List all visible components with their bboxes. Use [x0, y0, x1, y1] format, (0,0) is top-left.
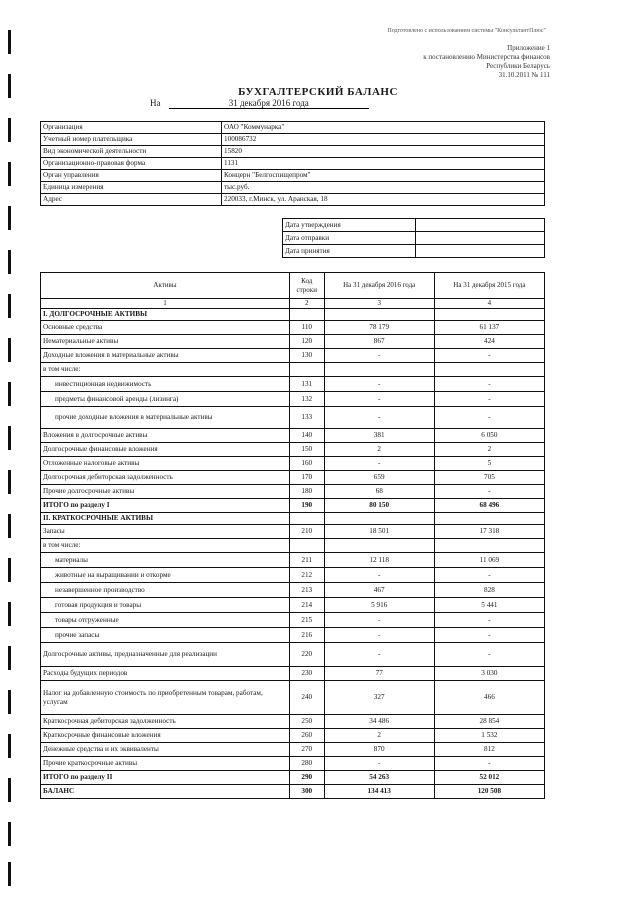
- org-info-row: [41, 158, 545, 170]
- value-2015: 828: [434, 583, 544, 598]
- header-assets: Активы: [41, 273, 290, 299]
- date-field-label: Дата утверждения: [283, 219, 416, 232]
- date-field-label: Дата отправки: [283, 232, 416, 245]
- table-row: [41, 513, 545, 525]
- value-2016: 867: [324, 335, 434, 349]
- scan-mark: [8, 822, 11, 846]
- scan-mark: [8, 514, 11, 538]
- value-2015: -: [434, 485, 544, 499]
- value-2015: -: [434, 643, 544, 667]
- table-row: [41, 681, 545, 715]
- value-2015: -: [434, 349, 544, 363]
- row-name: прочие запасы: [41, 628, 290, 643]
- row-code: 120: [289, 335, 324, 349]
- scan-mark: [8, 338, 11, 362]
- table-header-row: [41, 273, 545, 299]
- col-number: 1: [41, 299, 290, 309]
- row-name: Денежные средства и их эквиваленты: [41, 743, 290, 757]
- scan-mark: [8, 382, 11, 406]
- org-info-label: Орган управления: [41, 170, 222, 182]
- org-info-row: [41, 134, 545, 146]
- org-info-label: Организация: [41, 122, 222, 134]
- row-name: II. КРАТКОСРОЧНЫЕ АКТИВЫ: [41, 513, 290, 525]
- scan-mark: [8, 646, 11, 670]
- scan-mark: [8, 250, 11, 274]
- value-2015: 3 030: [434, 667, 544, 681]
- row-code: 270: [289, 743, 324, 757]
- value-2016: -: [324, 349, 434, 363]
- value-2015: [434, 539, 544, 553]
- value-2016: 77: [324, 667, 434, 681]
- value-2015: 424: [434, 335, 544, 349]
- value-2015: 68 496: [434, 499, 544, 513]
- row-code: 150: [289, 443, 324, 457]
- row-code: 240: [289, 681, 324, 715]
- value-2016: 2: [324, 729, 434, 743]
- scan-mark: [8, 426, 11, 450]
- table-row: [41, 309, 545, 321]
- row-code: 190: [289, 499, 324, 513]
- scan-mark: [8, 294, 11, 318]
- header-code: Код строки: [289, 273, 324, 299]
- col-number: 4: [434, 299, 544, 309]
- table-row: [41, 715, 545, 729]
- row-name: прочие доходные вложения в материальные активы: [41, 407, 290, 429]
- row-name: готовая продукция и товары: [41, 598, 290, 613]
- value-2016: 54 263: [324, 771, 434, 785]
- org-info-row: [41, 170, 545, 182]
- date-field-row: [283, 219, 545, 232]
- value-2015: -: [434, 613, 544, 628]
- value-2016: 659: [324, 471, 434, 485]
- value-2016: -: [324, 628, 434, 643]
- value-2016: 5 916: [324, 598, 434, 613]
- row-code: 290: [289, 771, 324, 785]
- value-2015: [434, 513, 544, 525]
- row-name: предметы финансовой аренды (лизинга): [41, 392, 290, 407]
- table-row: [41, 471, 545, 485]
- scan-mark: [8, 118, 11, 142]
- row-name: в том числе:: [41, 363, 290, 377]
- value-2016: 381: [324, 429, 434, 443]
- value-2016: -: [324, 457, 434, 471]
- row-name: инвестиционная недвижимость: [41, 377, 290, 392]
- row-name: Основные средства: [41, 321, 290, 335]
- scan-mark: [8, 162, 11, 186]
- date-field-value: [416, 245, 545, 258]
- row-code: 211: [289, 553, 324, 568]
- value-2015: 466: [434, 681, 544, 715]
- org-info-row: [41, 182, 545, 194]
- value-2015: -: [434, 757, 544, 771]
- table-row: [41, 553, 545, 568]
- scan-mark: [8, 602, 11, 626]
- org-info-row: [41, 146, 545, 158]
- row-code: [289, 363, 324, 377]
- row-code: [289, 513, 324, 525]
- header-2015: На 31 декабря 2015 года: [434, 273, 544, 299]
- header-2016: На 31 декабря 2016 года: [324, 273, 434, 299]
- scan-mark: [8, 206, 11, 230]
- table-row: [41, 667, 545, 681]
- row-name: Долгосрочная дебиторская задолженность: [41, 471, 290, 485]
- value-2016: 80 150: [324, 499, 434, 513]
- row-name: незавершенное производство: [41, 583, 290, 598]
- value-2015: [434, 363, 544, 377]
- org-info-value: 100086732: [222, 134, 545, 146]
- table-row: [41, 321, 545, 335]
- value-2016: 34 486: [324, 715, 434, 729]
- date-field-value: [416, 219, 545, 232]
- appendix-line: Приложение 1: [507, 44, 550, 52]
- org-info-value: ОАО "Коммунарка": [222, 122, 545, 134]
- value-2015: -: [434, 568, 544, 583]
- appendix-block: [423, 44, 550, 80]
- value-2015: 5 441: [434, 598, 544, 613]
- value-2016: [324, 309, 434, 321]
- date-field-row: [283, 245, 545, 258]
- table-row: [41, 525, 545, 539]
- row-code: [289, 309, 324, 321]
- org-info-value: 1131: [222, 158, 545, 170]
- org-info-value: Концерн "Белгоспищепром": [222, 170, 545, 182]
- row-name: Отложенные налоговые активы: [41, 457, 290, 471]
- value-2015: 11 069: [434, 553, 544, 568]
- date-field-row: [283, 232, 545, 245]
- scan-mark: [8, 778, 11, 802]
- row-code: 220: [289, 643, 324, 667]
- table-row: [41, 613, 545, 628]
- table-row: [41, 568, 545, 583]
- scan-mark: [8, 558, 11, 582]
- row-code: 180: [289, 485, 324, 499]
- row-code: 210: [289, 525, 324, 539]
- row-code: 300: [289, 785, 324, 799]
- org-info-label: Адрес: [41, 194, 222, 206]
- org-info-label: Вид экономической деятельности: [41, 146, 222, 158]
- row-code: 170: [289, 471, 324, 485]
- table-row: [41, 392, 545, 407]
- row-code: 214: [289, 598, 324, 613]
- date-field-label: Дата принятия: [283, 245, 416, 258]
- balance-table: [40, 272, 545, 799]
- row-code: 132: [289, 392, 324, 407]
- value-2015: 812: [434, 743, 544, 757]
- row-name: Краткосрочные финансовые вложения: [41, 729, 290, 743]
- table-row: [41, 335, 545, 349]
- value-2016: -: [324, 613, 434, 628]
- row-code: 131: [289, 377, 324, 392]
- value-2016: 78 179: [324, 321, 434, 335]
- date-prefix: На: [150, 98, 161, 108]
- org-info-value: 220033, г.Минск, ул. Аранская, 18: [222, 194, 545, 206]
- table-row: [41, 771, 545, 785]
- value-2016: -: [324, 392, 434, 407]
- row-name: Расходы будущих периодов: [41, 667, 290, 681]
- table-row: [41, 757, 545, 771]
- table-row: [41, 785, 545, 799]
- value-2016: 327: [324, 681, 434, 715]
- value-2016: [324, 513, 434, 525]
- table-row: [41, 598, 545, 613]
- row-name: ИТОГО по разделу I: [41, 499, 290, 513]
- table-row: [41, 539, 545, 553]
- row-name: в том числе:: [41, 539, 290, 553]
- scan-mark: [8, 30, 11, 54]
- org-info-label: Учетный номер плательщика: [41, 134, 222, 146]
- row-name: животные на выращивании и откорме: [41, 568, 290, 583]
- row-code: 160: [289, 457, 324, 471]
- value-2016: -: [324, 757, 434, 771]
- column-number-row: [41, 299, 545, 309]
- value-2015: 61 137: [434, 321, 544, 335]
- org-info-value: 15820: [222, 146, 545, 158]
- row-code: 213: [289, 583, 324, 598]
- table-row: [41, 429, 545, 443]
- value-2015: 6 050: [434, 429, 544, 443]
- row-name: Краткосрочная дебиторская задолженность: [41, 715, 290, 729]
- date-field-value: [416, 232, 545, 245]
- table-row: [41, 499, 545, 513]
- row-code: 130: [289, 349, 324, 363]
- row-code: 140: [289, 429, 324, 443]
- value-2016: 870: [324, 743, 434, 757]
- row-code: 212: [289, 568, 324, 583]
- scan-mark: [8, 470, 11, 494]
- value-2015: 120 508: [434, 785, 544, 799]
- row-name: Долгосрочные активы, предназначенные для реализации: [41, 643, 290, 667]
- value-2016: -: [324, 568, 434, 583]
- row-code: 133: [289, 407, 324, 429]
- row-code: 215: [289, 613, 324, 628]
- value-2015: 5: [434, 457, 544, 471]
- org-info-row: [41, 194, 545, 206]
- appendix-line: Республики Беларусь: [486, 62, 550, 70]
- value-2015: 2: [434, 443, 544, 457]
- value-2015: 1 532: [434, 729, 544, 743]
- row-name: Прочие долгосрочные активы: [41, 485, 290, 499]
- table-row: [41, 407, 545, 429]
- value-2016: 2: [324, 443, 434, 457]
- dates-table: [282, 218, 545, 258]
- consultant-note: Подготовлено с использованием системы "КонсультантПлюс": [387, 28, 546, 34]
- table-row: [41, 363, 545, 377]
- row-name: Нематериальные активы: [41, 335, 290, 349]
- col-number: 2: [289, 299, 324, 309]
- value-2016: -: [324, 377, 434, 392]
- row-name: материалы: [41, 553, 290, 568]
- row-code: 260: [289, 729, 324, 743]
- value-2015: 17 318: [434, 525, 544, 539]
- value-2016: 467: [324, 583, 434, 598]
- row-code: 110: [289, 321, 324, 335]
- value-2016: -: [324, 407, 434, 429]
- table-row: [41, 628, 545, 643]
- value-2015: -: [434, 392, 544, 407]
- row-code: 250: [289, 715, 324, 729]
- row-name: товары отгруженные: [41, 613, 290, 628]
- table-row: [41, 443, 545, 457]
- org-info-label: Единица измерения: [41, 182, 222, 194]
- org-info-row: [41, 122, 545, 134]
- row-name: ИТОГО по разделу II: [41, 771, 290, 785]
- row-name: Налог на добавленную стоимость по приобретенным товарам, работам, услугам: [41, 681, 290, 715]
- table-row: [41, 643, 545, 667]
- organization-info-table: [40, 121, 545, 206]
- scan-mark: [8, 862, 11, 886]
- row-code: 280: [289, 757, 324, 771]
- row-code: 216: [289, 628, 324, 643]
- table-row: [41, 377, 545, 392]
- col-number: 3: [324, 299, 434, 309]
- org-info-value: тыс.руб.: [222, 182, 545, 194]
- value-2015: 705: [434, 471, 544, 485]
- appendix-line: к постановлению Министерства финансов: [423, 53, 550, 61]
- scan-mark: [8, 734, 11, 758]
- row-name: Долгосрочные финансовые вложения: [41, 443, 290, 457]
- value-2016: 68: [324, 485, 434, 499]
- value-2016: 18 501: [324, 525, 434, 539]
- row-name: БАЛАНС: [41, 785, 290, 799]
- value-2015: 28 854: [434, 715, 544, 729]
- report-date-line: [150, 98, 369, 109]
- row-name: Запасы: [41, 525, 290, 539]
- table-row: [41, 743, 545, 757]
- row-name: I. ДОЛГОСРОЧНЫЕ АКТИВЫ: [41, 309, 290, 321]
- value-2016: 134 413: [324, 785, 434, 799]
- value-2016: -: [324, 643, 434, 667]
- table-row: [41, 729, 545, 743]
- value-2015: -: [434, 628, 544, 643]
- row-name: Вложения в долгосрочные активы: [41, 429, 290, 443]
- value-2016: 12 118: [324, 553, 434, 568]
- table-row: [41, 583, 545, 598]
- org-info-label: Организационно-правовая форма: [41, 158, 222, 170]
- scan-mark: [8, 690, 11, 714]
- row-code: [289, 539, 324, 553]
- value-2015: -: [434, 377, 544, 392]
- value-2015: 52 012: [434, 771, 544, 785]
- value-2016: [324, 363, 434, 377]
- table-row: [41, 457, 545, 471]
- report-date: 31 декабря 2016 года: [169, 98, 369, 109]
- value-2015: -: [434, 407, 544, 429]
- appendix-line: 31.10.2011 № 111: [498, 71, 550, 79]
- value-2016: [324, 539, 434, 553]
- document-title: БУХГАЛТЕРСКИЙ БАЛАНС: [238, 86, 398, 98]
- row-code: 230: [289, 667, 324, 681]
- row-name: Прочие краткосрочные активы: [41, 757, 290, 771]
- row-name: Доходные вложения в материальные активы: [41, 349, 290, 363]
- value-2015: [434, 309, 544, 321]
- table-row: [41, 485, 545, 499]
- table-row: [41, 349, 545, 363]
